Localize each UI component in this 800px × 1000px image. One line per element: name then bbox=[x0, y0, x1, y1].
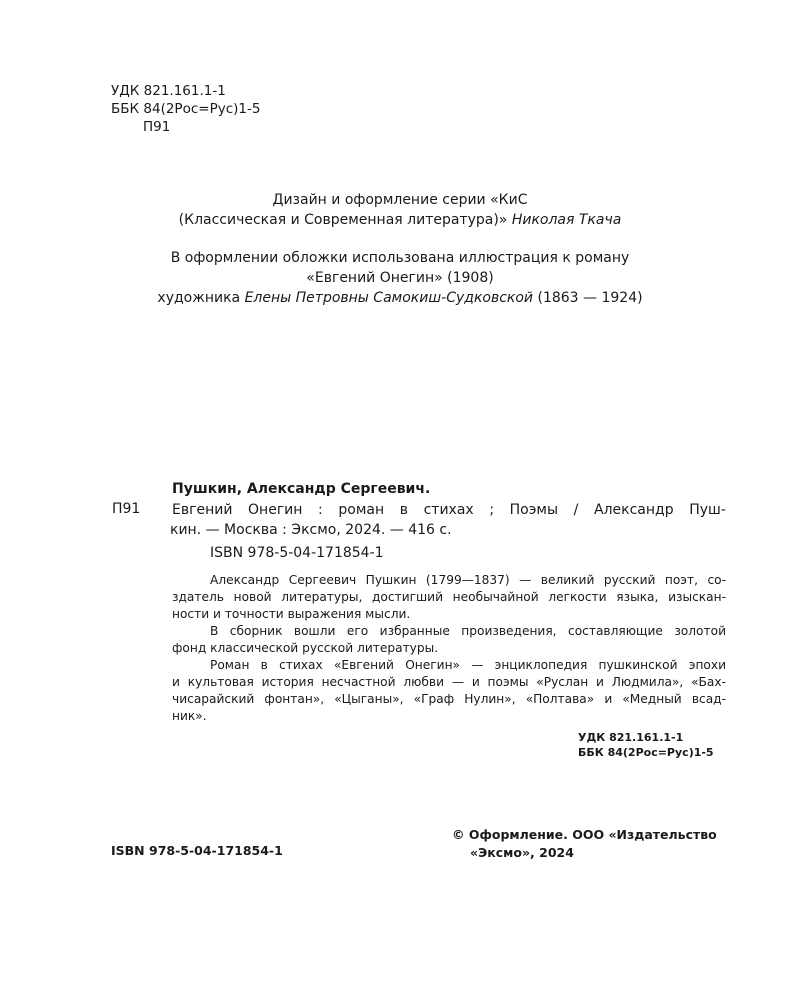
annotation-line: здатель новой литературы, достигший необычайной легкости языка, изыскан- bbox=[172, 590, 726, 604]
copyright-line2: «Эксмо», 2024 bbox=[470, 845, 574, 860]
artist-name: Елены Петровны Самокиш-Судковской bbox=[244, 290, 534, 306]
title-word: Поэмы bbox=[509, 502, 559, 518]
copyright-notice bbox=[452, 826, 717, 862]
bibliographic-title-line bbox=[172, 500, 726, 520]
cover-credit bbox=[60, 248, 740, 308]
bibliographic-record bbox=[172, 500, 726, 540]
title-word: Онегин bbox=[248, 502, 303, 518]
design-credit-series: (Классическая и Современная литература)» bbox=[178, 212, 508, 228]
title-word: в bbox=[399, 502, 408, 518]
udk-code: УДК 821.161.1-1 bbox=[111, 83, 226, 99]
design-credit-line2 bbox=[100, 210, 700, 230]
udk-code-right: УДК 821.161.1-1 bbox=[578, 731, 684, 744]
annotation-line: Роман в стихах «Евгений Онегин» — энциклопедия пушкинской эпохи bbox=[210, 658, 726, 672]
bbk-code: ББК 84(2Рос=Рус)1-5 bbox=[111, 101, 261, 117]
title-word: Евгений bbox=[172, 502, 233, 518]
title-word: роман bbox=[338, 502, 385, 518]
title-word: Александр bbox=[594, 502, 674, 518]
title-word: стихах bbox=[423, 502, 474, 518]
annotation-line: ности и точности выражения мысли. bbox=[172, 607, 411, 621]
artist-prefix: художника bbox=[157, 290, 241, 306]
bibliographic-publication-line: кин. — Москва : Эксмо, 2024. — 416 с. bbox=[170, 522, 452, 538]
author-mark: П91 bbox=[143, 119, 171, 135]
footer-isbn: ISBN 978-5-04-171854-1 bbox=[111, 843, 283, 858]
catalog-codes-right bbox=[578, 730, 714, 760]
annotation-line: Александр Сергеевич Пушкин (1799—1837) — великий русский поэт, со- bbox=[210, 573, 726, 587]
title-word: ; bbox=[489, 502, 495, 518]
bibliographic-mark: П91 bbox=[112, 501, 141, 517]
bbk-code-right: ББК 84(2Рос=Рус)1-5 bbox=[578, 746, 714, 759]
title-word: Пуш- bbox=[689, 502, 726, 518]
bibliographic-author: Пушкин, Александр Сергеевич. bbox=[172, 481, 431, 497]
design-credit-line1: Дизайн и оформление серии «КиС bbox=[272, 192, 528, 208]
annotation-line: В сборник вошли его избранные произведения, составляющие золотой bbox=[210, 624, 726, 638]
bibliographic-isbn: ISBN 978-5-04-171854-1 bbox=[210, 545, 384, 561]
title-word: : bbox=[318, 502, 323, 518]
copyright-line1: © Оформление. ООО «Издательство bbox=[452, 827, 717, 842]
annotation-line: и культовая история несчастной любви — и поэмы «Руслан и Людмила», «Бах- bbox=[172, 675, 726, 689]
artist-years: (1863 — 1924) bbox=[537, 290, 643, 306]
annotation-line: чисарайский фонтан», «Цыганы», «Граф Нулин», «Полтава» и «Медный всад- bbox=[172, 692, 726, 706]
annotation-line: фонд классической русской литературы. bbox=[172, 641, 439, 655]
catalog-codes bbox=[111, 82, 260, 136]
annotation bbox=[172, 572, 726, 725]
annotation-line: ник». bbox=[172, 709, 207, 723]
design-credit bbox=[100, 190, 700, 230]
cover-credit-line2: «Евгений Онегин» (1908) bbox=[306, 270, 494, 286]
cover-credit-line1: В оформлении обложки использована иллюстрация к роману bbox=[170, 250, 630, 266]
designer-name: Николая Ткача bbox=[511, 212, 622, 228]
cover-credit-line3 bbox=[60, 288, 740, 308]
title-word: / bbox=[573, 502, 579, 518]
